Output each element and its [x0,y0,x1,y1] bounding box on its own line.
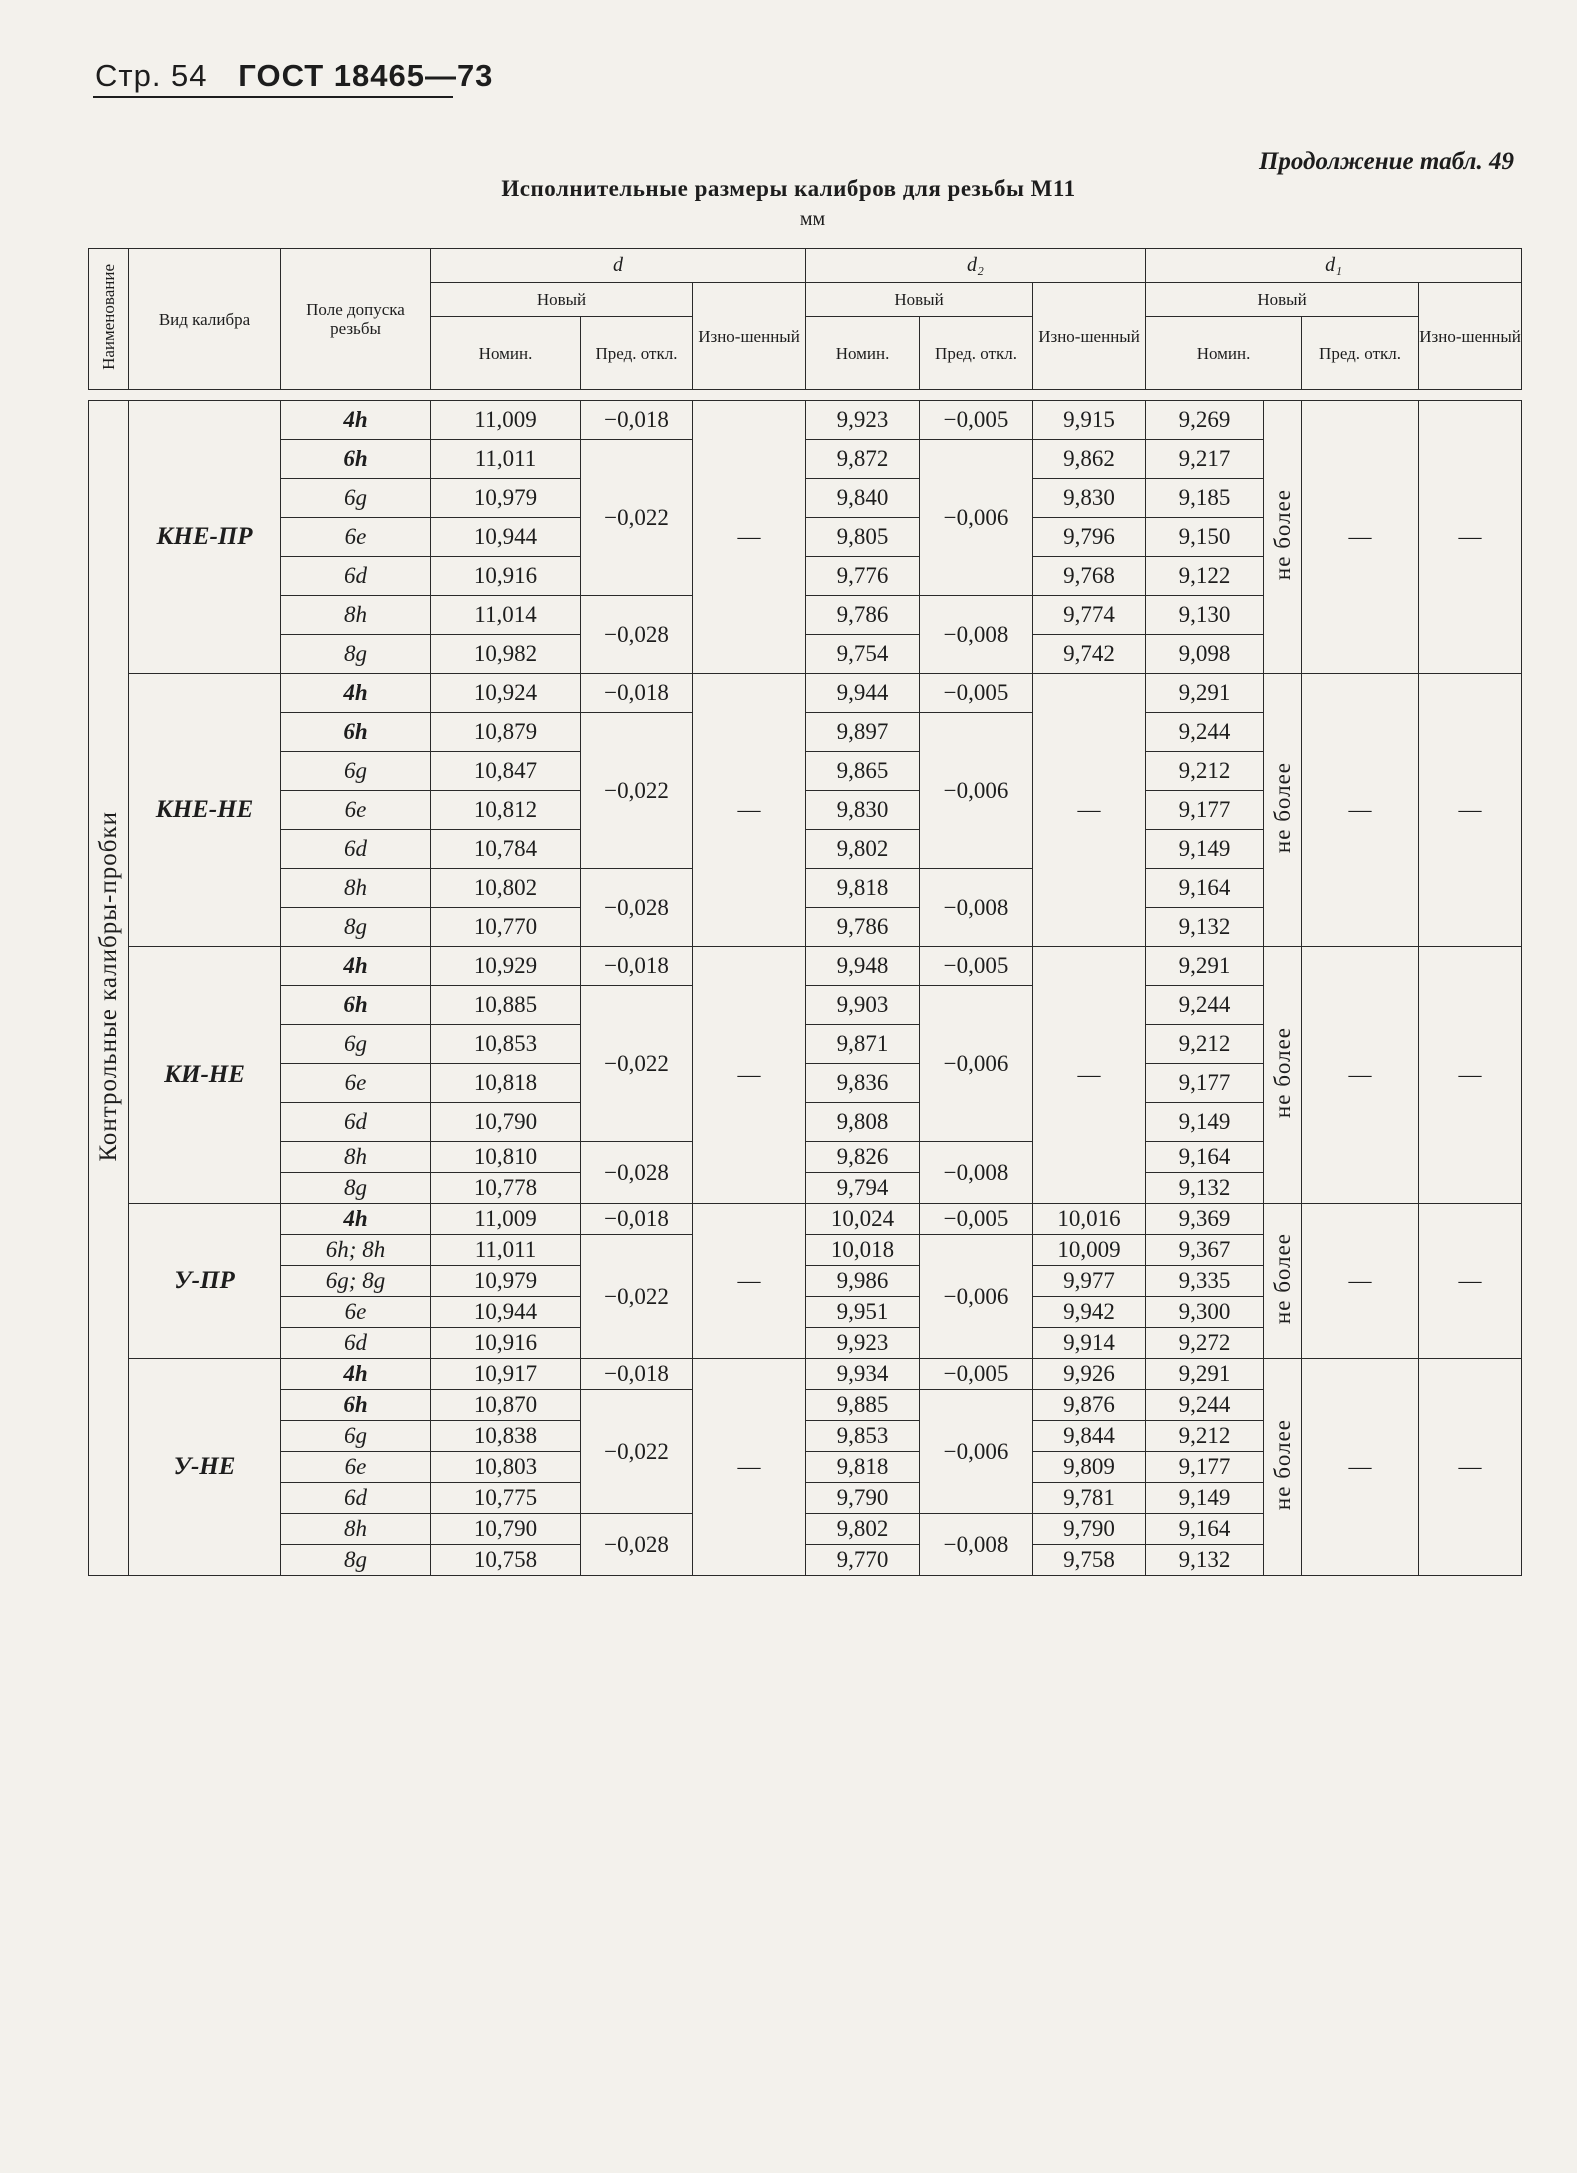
d2-nominal: 9,948 [806,947,920,986]
d-nominal: 10,979 [431,479,581,518]
d1-nominal: 9,185 [1146,479,1264,518]
d1-deviation: — [1302,947,1419,1204]
d1-nominal: 9,132 [1146,1173,1264,1204]
d-deviation: −0,018 [581,947,693,986]
d2-worn: 9,977 [1033,1266,1146,1297]
header-kind: Вид калибра [129,249,281,390]
not-more-label: не более [1269,1419,1295,1511]
tolerance-field: 8h [281,1142,431,1173]
d2-nominal: 9,836 [806,1064,920,1103]
d1-nominal: 9,177 [1146,791,1264,830]
table-row [89,1359,1522,1390]
d2-nominal: 9,840 [806,479,920,518]
d1-nominal: 9,122 [1146,557,1264,596]
d-nominal: 10,818 [431,1064,581,1103]
d1-worn: — [1419,674,1522,947]
d2-nominal: 9,830 [806,791,920,830]
d-nominal: 10,929 [431,947,581,986]
d2-deviation: −0,006 [920,986,1033,1142]
d-nominal: 11,011 [431,440,581,479]
gauge-kind: КИ-НЕ [129,947,281,1204]
tolerance-field: 6e [281,1452,431,1483]
d-worn: — [693,1359,806,1576]
tolerance-field: 6d [281,1483,431,1514]
d1-nominal: 9,130 [1146,596,1264,635]
d1-nominal: 9,244 [1146,986,1264,1025]
d2-deviation: −0,005 [920,1359,1033,1390]
d1-nominal: 9,335 [1146,1266,1264,1297]
d-nominal: 10,790 [431,1103,581,1142]
tolerance-field: 6g [281,1025,431,1064]
header-d1-deviation: Пред. откл. [1302,317,1419,390]
d2-nominal: 9,923 [806,401,920,440]
d2-worn: 9,862 [1033,440,1146,479]
d1-worn: — [1419,401,1522,674]
d-worn: — [693,401,806,674]
table-row [89,401,1522,440]
d2-deviation: −0,008 [920,1514,1033,1576]
d-deviation: −0,018 [581,1359,693,1390]
tolerance-field: 8g [281,1545,431,1576]
table-row [89,674,1522,713]
d-deviation: −0,018 [581,1204,693,1235]
tolerance-field: 6d [281,1103,431,1142]
table-units: мм [799,208,826,230]
d-worn: — [693,1204,806,1359]
d-nominal: 11,009 [431,1204,581,1235]
header-name: Наименование [89,249,129,390]
table-continuation: Продолжение табл. 49 [1258,148,1514,175]
header-d1-new: Новый [1146,283,1419,317]
d1-nominal: 9,269 [1146,401,1264,440]
d2-worn: 9,768 [1033,557,1146,596]
tolerance-field: 6e [281,1064,431,1103]
header-d2-nominal: Номин. [806,317,920,390]
d-nominal: 10,944 [431,518,581,557]
d1-worn: — [1419,1359,1522,1576]
tolerance-field: 4h [281,947,431,986]
d1-nominal: 9,291 [1146,674,1264,713]
d1-nominal: 9,098 [1146,635,1264,674]
d2-worn: 9,758 [1033,1545,1146,1576]
gauge-dimensions-table [88,248,1522,1576]
d2-nominal: 9,903 [806,986,920,1025]
d1-nominal: 9,132 [1146,908,1264,947]
not-more-label-cell [1264,401,1302,674]
d-nominal: 10,853 [431,1025,581,1064]
header-d-nominal: Номин. [431,317,581,390]
page-header [95,58,493,94]
d1-nominal: 9,244 [1146,1390,1264,1421]
d2-nominal: 9,986 [806,1266,920,1297]
d2-nominal: 9,951 [806,1297,920,1328]
d2-worn: — [1033,947,1146,1204]
d-deviation: −0,028 [581,596,693,674]
d2-nominal: 9,776 [806,557,920,596]
d2-worn: 9,774 [1033,596,1146,635]
tolerance-field: 6h [281,1390,431,1421]
d-nominal: 10,847 [431,752,581,791]
d-nominal: 11,009 [431,401,581,440]
d1-nominal: 9,212 [1146,1025,1264,1064]
not-more-label: не более [1269,762,1295,854]
d1-deviation: — [1302,401,1419,674]
d-nominal: 10,917 [431,1359,581,1390]
d1-nominal: 9,291 [1146,1359,1264,1390]
d2-nominal: 9,923 [806,1328,920,1359]
d2-deviation: −0,005 [920,674,1033,713]
d1-nominal: 9,149 [1146,1103,1264,1142]
d2-nominal: 9,818 [806,1452,920,1483]
not-more-label-cell [1264,674,1302,947]
not-more-label-cell [1264,947,1302,1204]
header-rule [93,96,453,98]
d1-nominal: 9,149 [1146,1483,1264,1514]
header-separator [89,390,1522,401]
d1-nominal: 9,164 [1146,869,1264,908]
tolerance-field: 6h; 8h [281,1235,431,1266]
d2-nominal: 9,818 [806,869,920,908]
d2-nominal: 10,018 [806,1235,920,1266]
d-deviation: −0,022 [581,713,693,869]
d-nominal: 10,870 [431,1390,581,1421]
tolerance-field: 8h [281,869,431,908]
d1-nominal: 9,164 [1146,1142,1264,1173]
d2-nominal: 9,872 [806,440,920,479]
d-deviation: −0,028 [581,1514,693,1576]
header-d-worn: Изно-шенный [693,283,806,390]
d2-deviation: −0,005 [920,401,1033,440]
tolerance-field: 8h [281,596,431,635]
d2-deviation: −0,008 [920,596,1033,674]
d2-deviation: −0,006 [920,440,1033,596]
d2-deviation: −0,005 [920,1204,1033,1235]
d-deviation: −0,022 [581,1390,693,1514]
d-deviation: −0,022 [581,986,693,1142]
d1-nominal: 9,369 [1146,1204,1264,1235]
d1-nominal: 9,177 [1146,1452,1264,1483]
tolerance-field: 8g [281,1173,431,1204]
gauge-kind: КНЕ-ПР [129,401,281,674]
d-deviation: −0,028 [581,1142,693,1204]
d2-deviation: −0,006 [920,1235,1033,1359]
header-d2-deviation: Пред. откл. [920,317,1033,390]
tolerance-field: 4h [281,1359,431,1390]
d-deviation: −0,018 [581,401,693,440]
gauge-kind: У-НЕ [129,1359,281,1576]
tolerance-field: 8g [281,635,431,674]
d1-worn: — [1419,947,1522,1204]
d2-worn: 9,790 [1033,1514,1146,1545]
d1-nominal: 9,367 [1146,1235,1264,1266]
d-nominal: 10,885 [431,986,581,1025]
d1-nominal: 9,300 [1146,1297,1264,1328]
d-nominal: 10,802 [431,869,581,908]
d-nominal: 10,784 [431,830,581,869]
header-d2-new: Новый [806,283,1033,317]
d2-nominal: 9,897 [806,713,920,752]
d2-worn: 9,796 [1033,518,1146,557]
d1-nominal: 9,217 [1146,440,1264,479]
d2-deviation: −0,008 [920,1142,1033,1204]
d-worn: — [693,947,806,1204]
d2-deviation: −0,006 [920,1390,1033,1514]
tolerance-field: 6g [281,752,431,791]
d2-nominal: 9,826 [806,1142,920,1173]
tolerance-field: 6g [281,479,431,518]
d1-nominal: 9,244 [1146,713,1264,752]
d2-worn: 10,016 [1033,1204,1146,1235]
d2-nominal: 9,865 [806,752,920,791]
tolerance-field: 6d [281,557,431,596]
d2-nominal: 9,770 [806,1545,920,1576]
d2-worn: — [1033,674,1146,947]
d-nominal: 10,979 [431,1266,581,1297]
d2-nominal: 9,871 [806,1025,920,1064]
d2-deviation: −0,006 [920,713,1033,869]
d2-nominal: 9,794 [806,1173,920,1204]
tolerance-field: 4h [281,1204,431,1235]
d2-nominal: 9,934 [806,1359,920,1390]
d1-nominal: 9,291 [1146,947,1264,986]
table-row [89,1204,1522,1235]
d1-nominal: 9,149 [1146,830,1264,869]
header-d1-nominal: Номин. [1146,317,1302,390]
d1-nominal: 9,177 [1146,1064,1264,1103]
header-d-new: Новый [431,283,693,317]
header-tolerance-field: Поле допуска резьбы [281,249,431,390]
d1-deviation: — [1302,1359,1419,1576]
d-nominal: 10,916 [431,557,581,596]
d1-nominal: 9,164 [1146,1514,1264,1545]
d-nominal: 10,758 [431,1545,581,1576]
d2-nominal: 9,944 [806,674,920,713]
header-d1: d₁ [1146,249,1522,283]
gauge-kind: У-ПР [129,1204,281,1359]
d2-nominal: 9,786 [806,596,920,635]
page-number: Стр. 54 [95,58,208,93]
d-nominal: 10,838 [431,1421,581,1452]
d-nominal: 10,916 [431,1328,581,1359]
d2-nominal: 9,885 [806,1390,920,1421]
d2-deviation: −0,008 [920,869,1033,947]
d-deviation: −0,018 [581,674,693,713]
d-nominal: 11,011 [431,1235,581,1266]
d1-deviation: — [1302,674,1419,947]
not-more-label-cell [1264,1204,1302,1359]
d2-worn: 9,781 [1033,1483,1146,1514]
d-nominal: 10,803 [431,1452,581,1483]
d2-worn: 9,915 [1033,401,1146,440]
gauge-kind: КНЕ-НЕ [129,674,281,947]
not-more-label: не более [1269,1233,1295,1325]
d-nominal: 10,810 [431,1142,581,1173]
header-d2: d₂ [806,249,1146,283]
d2-worn: 10,009 [1033,1235,1146,1266]
d2-nominal: 9,802 [806,830,920,869]
d-nominal: 10,924 [431,674,581,713]
tolerance-field: 6e [281,518,431,557]
standard-number: ГОСТ 18465—73 [238,58,494,93]
tolerance-field: 6h [281,440,431,479]
d2-worn: 9,926 [1033,1359,1146,1390]
d-deviation: −0,028 [581,869,693,947]
d2-nominal: 10,024 [806,1204,920,1235]
d-nominal: 10,775 [431,1483,581,1514]
header-d-deviation: Пред. откл. [581,317,693,390]
d2-nominal: 9,853 [806,1421,920,1452]
tolerance-field: 8h [281,1514,431,1545]
d-nominal: 10,778 [431,1173,581,1204]
d2-worn: 9,876 [1033,1390,1146,1421]
table-title: Исполнительные размеры калибров для резьбы М11 [501,176,1076,201]
d1-deviation: — [1302,1204,1419,1359]
d1-nominal: 9,272 [1146,1328,1264,1359]
d1-worn: — [1419,1204,1522,1359]
d-nominal: 10,812 [431,791,581,830]
d-nominal: 10,879 [431,713,581,752]
tolerance-field: 6d [281,1328,431,1359]
group-name-cell [89,401,129,1576]
d2-worn: 9,809 [1033,1452,1146,1483]
d2-worn: 9,830 [1033,479,1146,518]
tolerance-field: 6d [281,830,431,869]
d-nominal: 10,770 [431,908,581,947]
d-nominal: 10,944 [431,1297,581,1328]
d-worn: — [693,674,806,947]
table-body [89,401,1522,1576]
not-more-label: не более [1269,489,1295,581]
header-d: d [431,249,806,283]
group-name: Контрольные калибры-пробки [94,810,122,1162]
d-nominal: 10,982 [431,635,581,674]
tolerance-field: 6h [281,713,431,752]
d1-nominal: 9,212 [1146,1421,1264,1452]
d2-deviation: −0,005 [920,947,1033,986]
tolerance-field: 6e [281,1297,431,1328]
header-d1-worn: Изно-шенный [1419,283,1522,390]
d2-worn: 9,844 [1033,1421,1146,1452]
d1-nominal: 9,212 [1146,752,1264,791]
d-nominal: 10,790 [431,1514,581,1545]
d2-nominal: 9,754 [806,635,920,674]
tolerance-field: 6g [281,1421,431,1452]
header-d2-worn: Изно-шенный [1033,283,1146,390]
tolerance-field: 4h [281,674,431,713]
tolerance-field: 6g; 8g [281,1266,431,1297]
d1-nominal: 9,132 [1146,1545,1264,1576]
d2-nominal: 9,786 [806,908,920,947]
d-deviation: −0,022 [581,1235,693,1359]
d2-worn: 9,914 [1033,1328,1146,1359]
tolerance-field: 6e [281,791,431,830]
not-more-label: не более [1269,1027,1295,1119]
d-deviation: −0,022 [581,440,693,596]
d2-nominal: 9,805 [806,518,920,557]
tolerance-field: 8g [281,908,431,947]
d-nominal: 11,014 [431,596,581,635]
d2-worn: 9,742 [1033,635,1146,674]
tolerance-field: 4h [281,401,431,440]
d1-nominal: 9,150 [1146,518,1264,557]
not-more-label-cell [1264,1359,1302,1576]
d2-worn: 9,942 [1033,1297,1146,1328]
tolerance-field: 6h [281,986,431,1025]
d2-nominal: 9,790 [806,1483,920,1514]
d2-nominal: 9,808 [806,1103,920,1142]
d2-nominal: 9,802 [806,1514,920,1545]
table-row [89,947,1522,986]
